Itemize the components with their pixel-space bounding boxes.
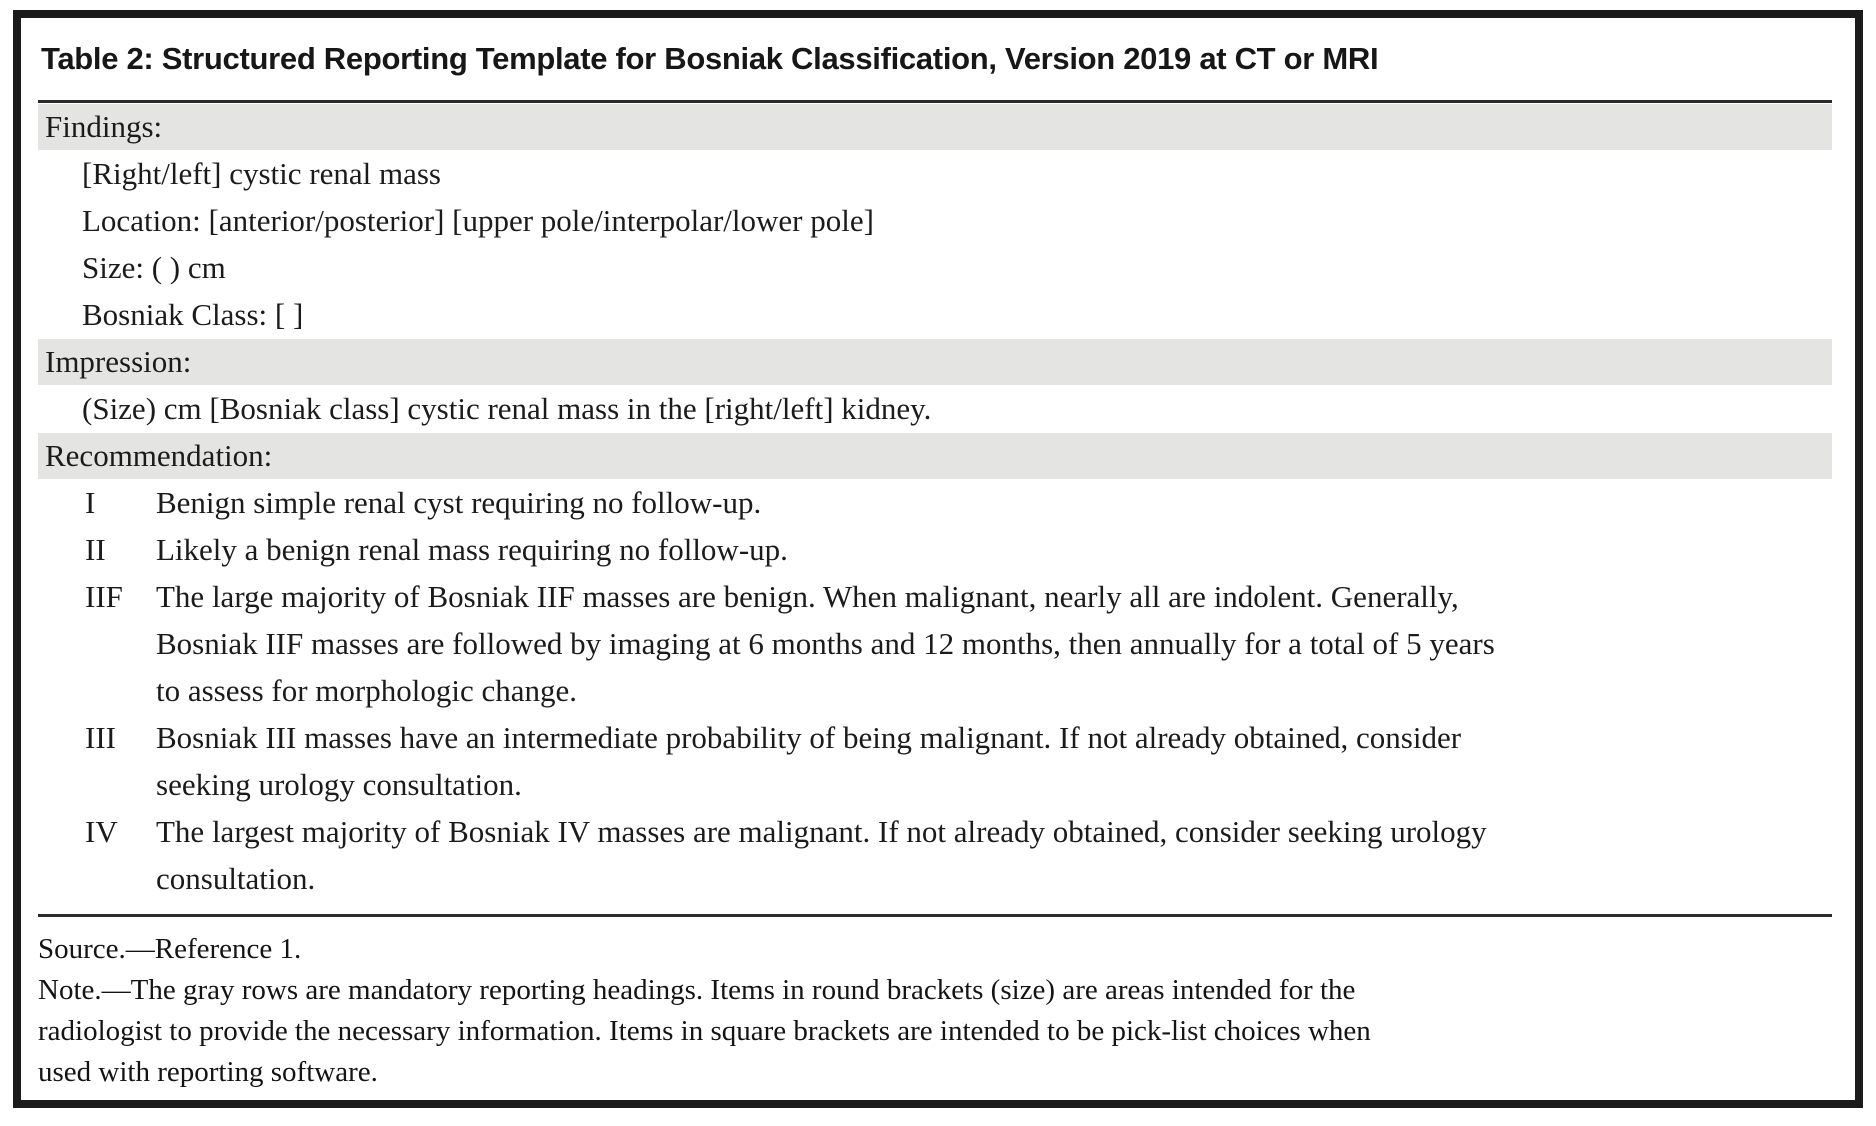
note-line: radiologist to provide the necessary information. Items in square brackets are intended to be pick-list choices when (38, 1015, 1371, 1047)
bosniak-class-numeral: II (85, 532, 106, 567)
recommendation-text-line: The largest majority of Bosniak IV masses are malignant. If not already obtained, consider seeking urology (156, 814, 1487, 849)
table-footnote (38, 917, 1832, 1093)
findings-heading-label: Findings: (45, 109, 163, 144)
recommendation-item-IV (38, 808, 1832, 902)
recommendation-text-line: Likely a benign renal mass requiring no follow-up. (156, 532, 788, 567)
recommendation-text-line: The large majority of Bosniak IIF masses are benign. When malignant, nearly all are indolent. Generally, (156, 579, 1459, 614)
table-2-container (13, 10, 1863, 1108)
recommendation-text (156, 479, 1832, 526)
source-note: Source.—Reference 1. (38, 933, 302, 965)
recommendation-text (156, 573, 1832, 714)
findings-heading-row (38, 104, 1832, 150)
recommendation-item-III (38, 714, 1832, 808)
findings-line: Size: ( ) cm (82, 250, 226, 285)
bosniak-class-numeral: IV (85, 814, 118, 849)
impression-line: (Size) cm [Bosniak class] cystic renal mass in the [right/left] kidney. (82, 391, 932, 426)
bosniak-class-numeral: I (85, 485, 96, 520)
note-line: Note.—The gray rows are mandatory reporting headings. Items in round brackets (size) are areas intended for the (38, 974, 1356, 1006)
findings-line: [Right/left] cystic renal mass (82, 156, 441, 191)
bosniak-class-numeral: III (85, 720, 116, 755)
recommendation-text (156, 526, 1832, 573)
recommendation-heading-label: Recommendation: (45, 438, 273, 473)
table-title: Table 2: Structured Reporting Template for Bosniak Classification, Version 2019 at CT or MRI (41, 41, 1379, 76)
recommendation-heading-row (38, 433, 1832, 479)
recommendation-text (156, 714, 1832, 808)
recommendation-text-line: Bosniak IIF masses are followed by imaging at 6 months and 12 months, then annually for a total of 5 years (156, 626, 1495, 661)
recommendation-text (156, 808, 1832, 902)
recommendation-text-line: Bosniak III masses have an intermediate probability of being malignant. If not already obtained, consider (156, 720, 1462, 755)
recommendation-item-II (38, 526, 1832, 573)
findings-line: Bosniak Class: [ ] (82, 297, 304, 332)
note-line: used with reporting software. (38, 1056, 378, 1088)
impression-heading-row (38, 339, 1832, 385)
recommendation-text-line: to assess for morphologic change. (156, 673, 577, 708)
title-divider-rule (38, 100, 1832, 103)
findings-line: Location: [anterior/posterior] [upper pole/interpolar/lower pole] (82, 203, 874, 238)
bosniak-class-numeral: IIF (85, 579, 123, 614)
recommendation-text-line: Benign simple renal cyst requiring no follow-up. (156, 485, 762, 520)
recommendation-item-I (38, 479, 1832, 526)
recommendation-text-line: seeking urology consultation. (156, 767, 522, 802)
recommendation-text-line: consultation. (156, 861, 316, 896)
recommendation-item-IIF (38, 573, 1832, 714)
impression-heading-label: Impression: (45, 344, 192, 379)
